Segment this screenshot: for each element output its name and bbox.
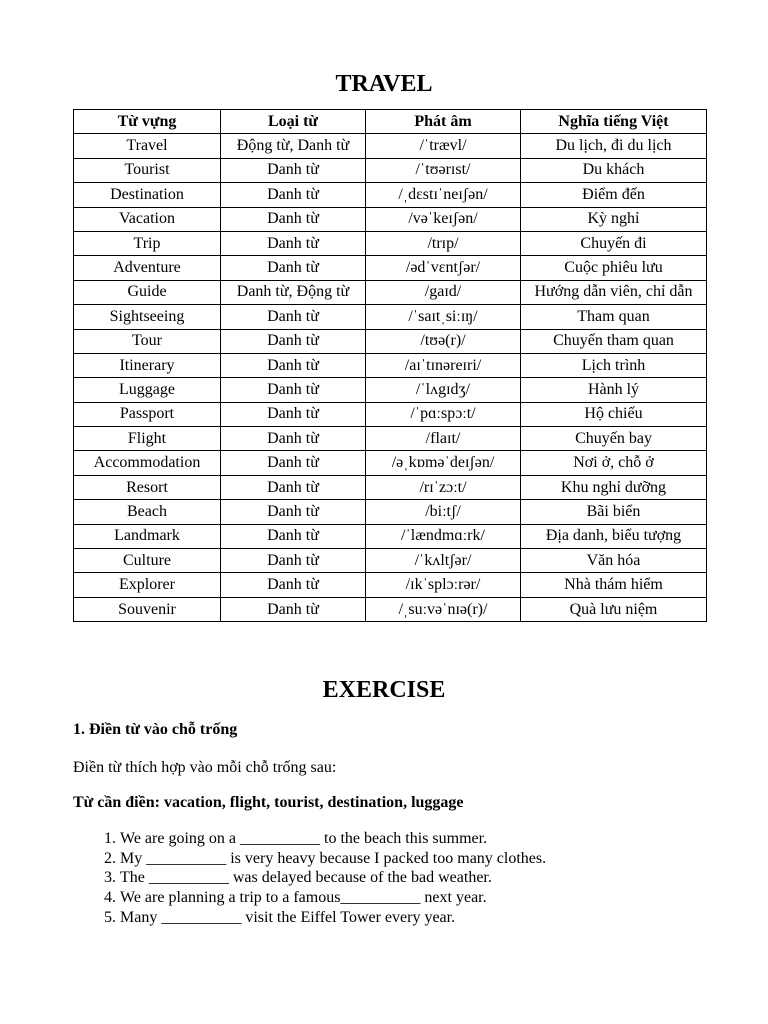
page-title: TRAVEL — [335, 71, 433, 97]
word-type-cell: Danh từ — [221, 256, 366, 280]
meaning-cell: Du lịch, đi du lịch — [521, 134, 707, 158]
meaning-cell: Hành lý — [521, 378, 707, 402]
word-bank-words: : vacation, flight, tourist, destination, luggage — [154, 794, 464, 811]
word-type-cell: Danh từ — [221, 353, 366, 377]
word-cell: Souvenir — [74, 597, 221, 621]
pronunciation-cell: /vəˈkeɪʃən/ — [366, 207, 521, 231]
pronunciation-cell: /ədˈvɛntʃər/ — [366, 256, 521, 280]
table-row — [74, 329, 707, 353]
pronunciation-cell: /tʊə(r)/ — [366, 329, 521, 353]
sentence-list — [73, 829, 546, 928]
table-row — [74, 158, 707, 182]
table-row — [74, 183, 707, 207]
word-type-cell: Danh từ — [221, 183, 366, 207]
sentence-item: 4. We are planning a trip to a famous__________ next year. — [120, 888, 546, 908]
table-row — [74, 231, 707, 255]
word-type-cell: Danh từ — [221, 475, 366, 499]
table-row — [74, 597, 707, 621]
table-row — [74, 475, 707, 499]
table-row — [74, 402, 707, 426]
table-row — [74, 256, 707, 280]
word-cell: Landmark — [74, 524, 221, 548]
meaning-cell: Khu nghỉ dưỡng — [521, 475, 707, 499]
meaning-cell: Chuyến tham quan — [521, 329, 707, 353]
word-cell: Adventure — [74, 256, 221, 280]
word-bank — [73, 793, 713, 813]
vocabulary-table — [73, 109, 707, 622]
table-row — [74, 134, 707, 158]
word-cell: Destination — [74, 183, 221, 207]
word-type-cell: Danh từ — [221, 329, 366, 353]
column-header: Từ vựng — [74, 110, 221, 134]
sentence-item: 5. Many __________ visit the Eiffel Tower every year. — [120, 908, 546, 928]
word-type-cell: Danh từ — [221, 500, 366, 524]
word-type-cell: Động từ, Danh từ — [221, 134, 366, 158]
meaning-cell: Chuyến bay — [521, 427, 707, 451]
table-row — [74, 573, 707, 597]
pronunciation-cell: /ˈsaɪtˌsiːɪŋ/ — [366, 305, 521, 329]
table-row — [74, 378, 707, 402]
pronunciation-cell: /ˈlændmɑːrk/ — [366, 524, 521, 548]
meaning-cell: Lịch trình — [521, 353, 707, 377]
meaning-cell: Văn hóa — [521, 549, 707, 573]
pronunciation-cell: /ˌdɛstɪˈneɪʃən/ — [366, 183, 521, 207]
meaning-cell: Bãi biển — [521, 500, 707, 524]
table-row — [74, 427, 707, 451]
pronunciation-cell: /ˈpɑːspɔːt/ — [366, 402, 521, 426]
meaning-cell: Nơi ở, chỗ ở — [521, 451, 707, 475]
pronunciation-cell: /rɪˈzɔːt/ — [366, 475, 521, 499]
word-type-cell: Danh từ — [221, 378, 366, 402]
word-cell: Culture — [74, 549, 221, 573]
table-row — [74, 280, 707, 304]
word-type-cell: Danh từ — [221, 451, 366, 475]
word-type-cell: Danh từ — [221, 402, 366, 426]
word-bank-label: Từ cần điền — [73, 794, 155, 811]
word-type-cell: Danh từ — [221, 597, 366, 621]
word-cell: Vacation — [74, 207, 221, 231]
meaning-cell: Địa danh, biểu tượng — [521, 524, 707, 548]
word-type-cell: Danh từ — [221, 231, 366, 255]
word-type-cell: Danh từ — [221, 207, 366, 231]
table-body — [74, 134, 707, 622]
meaning-cell: Tham quan — [521, 305, 707, 329]
word-cell: Accommodation — [74, 451, 221, 475]
pronunciation-cell: /trɪp/ — [366, 231, 521, 255]
table-row — [74, 305, 707, 329]
sentence-item: 2. My __________ is very heavy because I packed too many clothes. — [120, 849, 546, 869]
word-cell: Explorer — [74, 573, 221, 597]
table-row — [74, 549, 707, 573]
word-cell: Guide — [74, 280, 221, 304]
word-cell: Sightseeing — [74, 305, 221, 329]
word-type-cell: Danh từ — [221, 524, 366, 548]
meaning-cell: Du khách — [521, 158, 707, 182]
sentence-item: 3. The __________ was delayed because of the bad weather. — [120, 868, 546, 888]
word-cell: Resort — [74, 475, 221, 499]
section-heading: 1. Điền từ vào chỗ trống — [73, 721, 238, 738]
pronunciation-cell: /əˌkɒməˈdeɪʃən/ — [366, 451, 521, 475]
word-type-cell: Danh từ — [221, 549, 366, 573]
meaning-cell: Nhà thám hiểm — [521, 573, 707, 597]
word-type-cell: Danh từ — [221, 573, 366, 597]
pronunciation-cell: /ˈkʌltʃər/ — [366, 549, 521, 573]
pronunciation-cell: /ˈlʌgɪdʒ/ — [366, 378, 521, 402]
pronunciation-cell: /ˈtrævl/ — [366, 134, 521, 158]
meaning-cell: Hướng dẫn viên, chỉ dẫn — [521, 280, 707, 304]
word-cell: Passport — [74, 402, 221, 426]
meaning-cell: Chuyến đi — [521, 231, 707, 255]
exercise-title: EXERCISE — [322, 677, 446, 703]
meaning-cell: Điểm đến — [521, 183, 707, 207]
word-cell: Itinerary — [74, 353, 221, 377]
word-cell: Trip — [74, 231, 221, 255]
word-cell: Flight — [74, 427, 221, 451]
pronunciation-cell: /aɪˈtɪnəreɪri/ — [366, 353, 521, 377]
instruction-text: Điền từ thích hợp vào mỗi chỗ trống sau: — [73, 759, 337, 776]
column-header: Phát âm — [366, 110, 521, 134]
sentence-item: 1. We are going on a __________ to the beach this summer. — [120, 829, 546, 849]
table-row — [74, 451, 707, 475]
table-row — [74, 500, 707, 524]
table-row — [74, 353, 707, 377]
word-cell: Tour — [74, 329, 221, 353]
table-row — [74, 524, 707, 548]
column-header: Loại từ — [221, 110, 366, 134]
word-type-cell: Danh từ — [221, 305, 366, 329]
pronunciation-cell: /ɪkˈsplɔːrər/ — [366, 573, 521, 597]
pronunciation-cell: /biːtʃ/ — [366, 500, 521, 524]
pronunciation-cell: /gaɪd/ — [366, 280, 521, 304]
table-row — [74, 207, 707, 231]
pronunciation-cell: /flaɪt/ — [366, 427, 521, 451]
word-cell: Tourist — [74, 158, 221, 182]
meaning-cell: Cuộc phiêu lưu — [521, 256, 707, 280]
meaning-cell: Quà lưu niệm — [521, 597, 707, 621]
word-type-cell: Danh từ, Động từ — [221, 280, 366, 304]
table-header-row — [74, 110, 707, 134]
word-type-cell: Danh từ — [221, 427, 366, 451]
column-header: Nghĩa tiếng Việt — [521, 110, 707, 134]
pronunciation-cell: /ˈtʊərɪst/ — [366, 158, 521, 182]
meaning-cell: Kỳ nghỉ — [521, 207, 707, 231]
word-type-cell: Danh từ — [221, 158, 366, 182]
pronunciation-cell: /ˌsuːvəˈnɪə(r)/ — [366, 597, 521, 621]
word-cell: Travel — [74, 134, 221, 158]
word-cell: Luggage — [74, 378, 221, 402]
word-cell: Beach — [74, 500, 221, 524]
meaning-cell: Hộ chiếu — [521, 402, 707, 426]
